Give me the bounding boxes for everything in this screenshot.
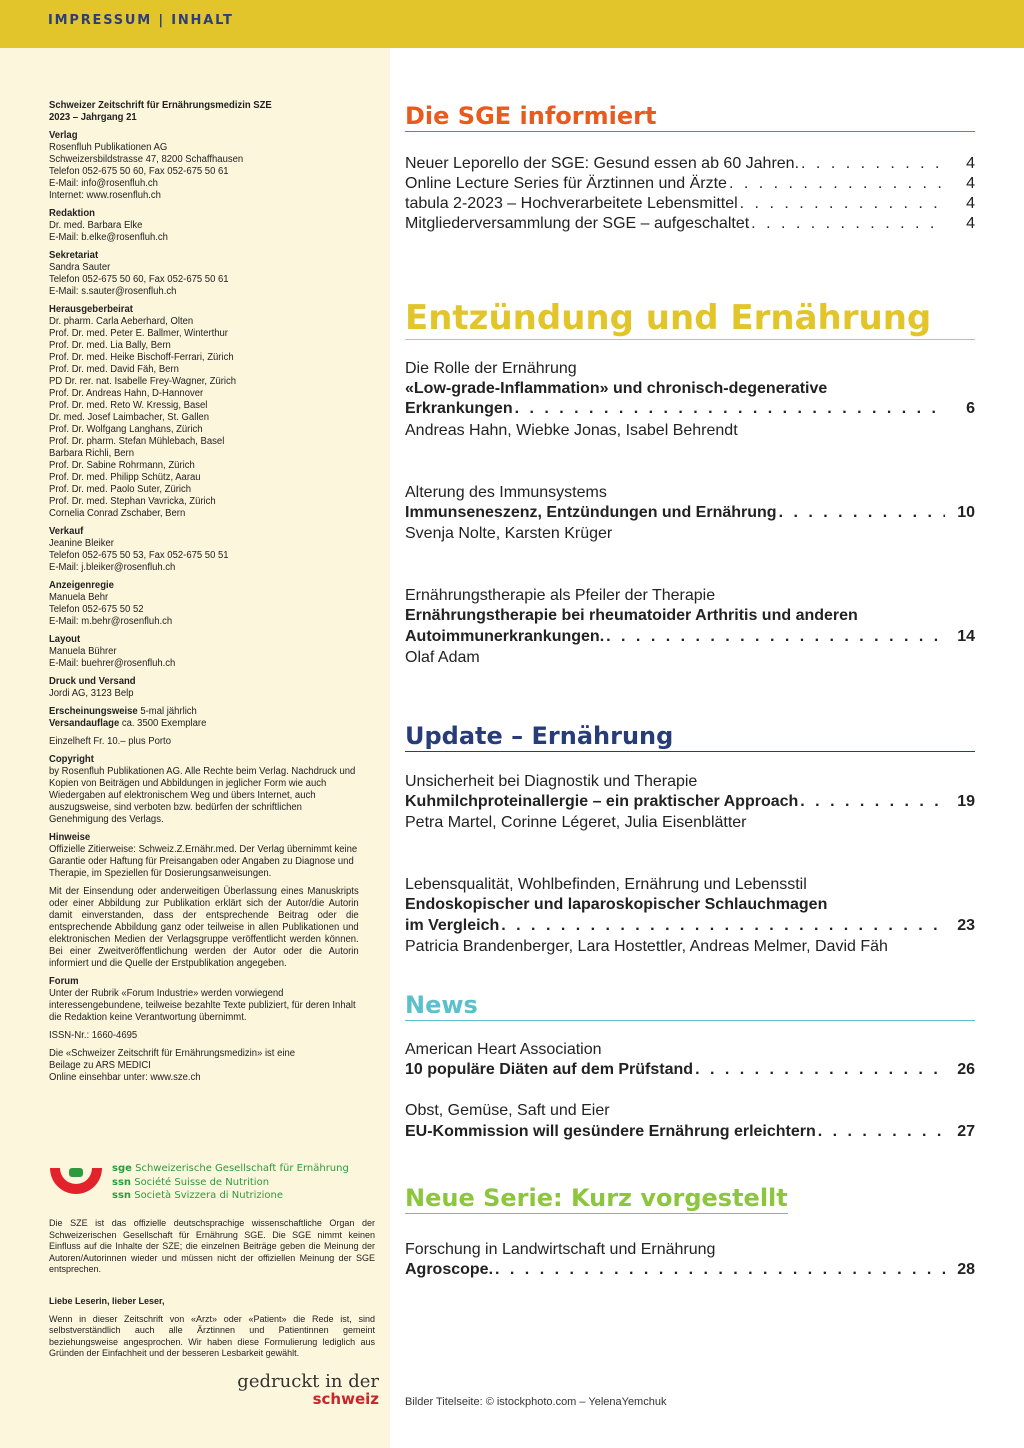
erscheinung bbox=[49, 706, 359, 730]
article-title-line[interactable] bbox=[405, 399, 975, 419]
masthead bbox=[49, 100, 359, 124]
article-title-line[interactable] bbox=[405, 1122, 975, 1142]
article-authors: Svenja Nolte, Karsten Krüger bbox=[405, 525, 613, 542]
impressum-line: Prof. Dr. med. Reto W. Kressig, Basel bbox=[49, 400, 208, 411]
impressum-section bbox=[49, 304, 359, 520]
section-title-entzuendung: Entzündung und Ernährung bbox=[405, 297, 975, 340]
impressum-section bbox=[49, 526, 359, 574]
impressum-line: E-Mail: b.elke@rosenfluh.ch bbox=[49, 232, 168, 243]
beilage-line: Online einsehbar unter: www.sze.ch bbox=[49, 1072, 201, 1083]
article-title-line[interactable] bbox=[405, 1060, 975, 1080]
article-kicker: Forschung in Landwirtschaft und Ernährung bbox=[405, 1241, 716, 1258]
impressum-line: Internet: www.rosenfluh.ch bbox=[49, 190, 161, 201]
sze-note: Die SZE ist das offizielle deutschsprachige wissenschaftliche Organ der Schweizerischen Gesellschaft für Ernährung SGE. Die SGE nimmt keinen Einfluss auf die Inhalte der SZE; die einzelnen Beiträge geben die Meinung der Autoren/Autorinnen wieder und müssen nicht der offiziellen Meinung der SGE entsprechen. bbox=[49, 1218, 375, 1274]
impressum-line: Jeanine Bleiker bbox=[49, 538, 114, 549]
article-kicker: Obst, Gemüse, Saft und Eier bbox=[405, 1102, 610, 1119]
impressum-line: Prof. Dr. med. Peter E. Ballmer, Winterthur bbox=[49, 328, 228, 339]
toc-item[interactable] bbox=[405, 154, 975, 174]
copyright-heading: Copyright bbox=[49, 754, 94, 765]
leader-dots bbox=[751, 214, 945, 234]
toc-item-text: Mitgliederversammlung der SGE – aufgeschaltet bbox=[405, 215, 750, 232]
impressum-line: Prof. Dr. med. Heike Bischoff-Ferrari, Zürich bbox=[49, 352, 234, 363]
leader-dots bbox=[495, 1260, 945, 1280]
article-kicker: Ernährungstherapie als Pfeiler der Therapie bbox=[405, 587, 716, 604]
section-title-news: News bbox=[405, 990, 975, 1021]
impressum-section bbox=[49, 580, 359, 628]
impressum-line: E-Mail: buehrer@rosenfluh.ch bbox=[49, 658, 176, 669]
toc-item-text: Neuer Leporello der SGE: Gesund essen ab 60 Jahren. bbox=[405, 155, 800, 172]
impressum-line: Prof. Dr. med. Lia Bally, Bern bbox=[49, 340, 171, 351]
toc-item-page: 4 bbox=[966, 215, 975, 232]
printed-line2: schweiz bbox=[312, 1390, 379, 1408]
article-title-text: Autoimmunerkrankungen. bbox=[405, 628, 605, 645]
article-title[interactable]: Ernährungstherapie bei rheumatoider Arthritis und anderen bbox=[405, 607, 858, 624]
impressum-line: Dr. pharm. Carla Aeberhard, Olten bbox=[49, 316, 194, 327]
leader-dots bbox=[801, 154, 945, 174]
impressum-line: PD Dr. rer. nat. Isabelle Frey-Wagner, Zürich bbox=[49, 376, 237, 387]
reader-note-heading: Liebe Leserin, lieber Leser, bbox=[49, 1296, 165, 1306]
impressum-section-heading: Herausgeberbeirat bbox=[49, 304, 133, 315]
leader-dots bbox=[695, 1060, 945, 1080]
article-title[interactable]: Endoskopischer und laparoskopischer Schlauchmagen bbox=[405, 896, 828, 913]
toc-item[interactable] bbox=[405, 194, 975, 214]
article-title-text: Kuhmilchproteinallergie – ein praktischer Approach bbox=[405, 793, 799, 810]
article-kicker: Lebensqualität, Wohlbefinden, Ernährung und Lebensstil bbox=[405, 876, 807, 893]
article-authors: Patricia Brandenberger, Lara Hostettler, Andreas Melmer, David Fäh bbox=[405, 938, 888, 955]
cover-image-credit: Bilder Titelseite: © istockphoto.com – YelenaYemchuk bbox=[405, 1396, 667, 1408]
impressum-line: Cornelia Conrad Zschaber, Bern bbox=[49, 508, 186, 519]
logo-abbr: ssn bbox=[112, 1190, 132, 1201]
impressum-section-heading: Anzeigenregie bbox=[49, 580, 114, 591]
article-kicker: American Heart Association bbox=[405, 1041, 602, 1058]
impressum-sections bbox=[49, 130, 359, 700]
printed-line1: gedruckt in der bbox=[237, 1371, 379, 1392]
impressum-section-heading: Redaktion bbox=[49, 208, 95, 219]
impressum-line: Prof. Dr. med. David Fäh, Bern bbox=[49, 364, 179, 375]
logo-name: Schweizerische Gesellschaft für Ernährung bbox=[135, 1163, 349, 1174]
article-title[interactable]: «Low-grade-Inflammation» und chronisch-degenerative bbox=[405, 380, 828, 397]
article-page: 23 bbox=[957, 917, 975, 934]
sge-logo-text bbox=[112, 1162, 349, 1203]
toc-item[interactable] bbox=[405, 174, 975, 194]
header-label: IMPRESSUM | INHALT bbox=[48, 13, 234, 28]
toc-item-text: tabula 2-2023 – Hochverarbeitete Lebensmittel bbox=[405, 195, 738, 212]
sge-logo-arc-icon bbox=[48, 1162, 104, 1218]
copyright-text: by Rosenfluh Publikationen AG. Alle Rechte beim Verlag. Nachdruck und Kopien von Beiträgen und Abbildungen in jeglicher Form wie auch Wiedergaben auf elektronischem Weg und übers Internet, auch auszugsweise, sind verboten bzw. bedürfen der schriftlichen Genehmigung des Verlags. bbox=[49, 766, 356, 825]
impressum-line: Prof. Dr. med. Philipp Schütz, Aarau bbox=[49, 472, 201, 483]
article-title-text: 10 populäre Diäten auf dem Prüfstand bbox=[405, 1061, 694, 1078]
masthead-title: Schweizer Zeitschrift für Ernährungsmedizin SZE bbox=[49, 100, 272, 111]
leader-dots bbox=[729, 174, 945, 194]
impressum-line: E-Mail: s.sauter@rosenfluh.ch bbox=[49, 286, 177, 297]
article-authors: Andreas Hahn, Wiebke Jonas, Isabel Behrendt bbox=[405, 422, 738, 439]
logo-abbr: sge bbox=[112, 1163, 132, 1174]
impressum-line: Telefon 052-675 50 60, Fax 052-675 50 61 bbox=[49, 166, 229, 177]
impressum-section-heading: Layout bbox=[49, 634, 81, 645]
forum-heading: Forum bbox=[49, 976, 79, 987]
impressum-line: Dr. med. Barbara Elke bbox=[49, 220, 143, 231]
toc-item-page: 4 bbox=[966, 195, 975, 212]
impressum-line: E-Mail: m.behr@rosenfluh.ch bbox=[49, 616, 173, 627]
leader-dots bbox=[740, 194, 945, 214]
einsendung-text: Mit der Einsendung oder anderweitigen Überlassung eines Manuskripts oder einer Abbildung zur Publikation erklärt sich der Autor/die Autorin damit einverstanden, dass der entsprechende Beitrag oder die entsprechende Abbildung ganz oder teilweise in allen Publikationen und elektronischen Medien der Verlagsgruppe veröffentlicht werden können. Bei einer Zweitveröffentlichung werden der Autor oder die Autorin informiert und die Quelle der Erstpublikation angegeben. bbox=[49, 886, 359, 969]
impressum-line: Telefon 052-675 50 53, Fax 052-675 50 51 bbox=[49, 550, 229, 561]
leader-dots bbox=[501, 916, 945, 936]
article-page: 28 bbox=[957, 1261, 975, 1278]
auflage-value: ca. 3500 Exemplare bbox=[119, 718, 207, 729]
section-title-serie: Neue Serie: Kurz vorgestellt bbox=[405, 1184, 788, 1212]
printed-in-switzerland-logo bbox=[234, 1372, 379, 1406]
impressum-line: Prof. Dr. pharm. Stefan Mühlebach, Basel bbox=[49, 436, 225, 447]
article-title-text: im Vergleich bbox=[405, 917, 500, 934]
article-kicker: Alterung des Immunsystems bbox=[405, 484, 607, 501]
beilage bbox=[49, 1048, 359, 1084]
logo-name: Société Suisse de Nutrition bbox=[134, 1176, 270, 1188]
section-title-sge: Die SGE informiert bbox=[405, 101, 975, 132]
forum-text: Unter der Rubrik «Forum Industrie» werden vorwiegend interessengebundene, teilweise bezahlte Texte publiziert, für deren Inhalt die Redaktion keine Verantwortung übernimmt. bbox=[49, 988, 356, 1023]
leader-dots bbox=[515, 399, 945, 419]
impressum-line: Prof. Dr. med. Paolo Suter, Zürich bbox=[49, 484, 192, 495]
article-title-text: EU-Kommission will gesündere Ernährung erleichtern bbox=[405, 1123, 816, 1140]
impressum-line: Barbara Richli, Bern bbox=[49, 448, 135, 459]
impressum-section bbox=[49, 676, 359, 700]
impressum-line: Manuela Bührer bbox=[49, 646, 117, 657]
impressum-section-heading: Sekretariat bbox=[49, 250, 99, 261]
section-title-update: Update – Ernährung bbox=[405, 721, 975, 752]
article-page: 6 bbox=[966, 400, 975, 417]
article-title-text: Erkrankungen bbox=[405, 400, 513, 417]
impressum-section-heading: Verlag bbox=[49, 130, 78, 141]
auflage-key: Versandauflage bbox=[49, 718, 120, 729]
hinweise-heading: Hinweise bbox=[49, 832, 91, 843]
article-kicker: Unsicherheit bei Diagnostik und Therapie bbox=[405, 773, 698, 790]
impressum-section bbox=[49, 130, 359, 202]
impressum-section bbox=[49, 208, 359, 244]
impressum-line: Prof. Dr. Sabine Rohrmann, Zürich bbox=[49, 460, 195, 471]
beilage-line: Beilage zu ARS MEDICI bbox=[49, 1060, 151, 1071]
einzelheft: Einzelheft Fr. 10.– plus Porto bbox=[49, 736, 171, 747]
article-title-line[interactable] bbox=[405, 1260, 975, 1280]
article-page: 19 bbox=[957, 793, 975, 810]
article-title-text: Immunseneszenz, Entzündungen und Ernährung bbox=[405, 504, 777, 521]
sge-logo bbox=[48, 1162, 378, 1206]
impressum-line: Dr. med. Josef Laimbacher, St. Gallen bbox=[49, 412, 210, 423]
impressum-line: Telefon 052-675 50 52 bbox=[49, 604, 144, 615]
erscheinung-value: 5-mal jährlich bbox=[137, 706, 197, 717]
toc-item[interactable] bbox=[405, 214, 975, 234]
impressum-line: Telefon 052-675 50 60, Fax 052-675 50 61 bbox=[49, 274, 229, 285]
forum bbox=[49, 976, 359, 1024]
article-title-line[interactable] bbox=[405, 627, 975, 647]
header-bar bbox=[0, 0, 1024, 48]
impressum-line: Schweizersbildstrasse 47, 8200 Schaffhausen bbox=[49, 154, 244, 165]
impressum-line: Jordi AG, 3123 Belp bbox=[49, 688, 134, 699]
logo-abbr: ssn bbox=[112, 1176, 132, 1188]
leader-dots bbox=[800, 792, 945, 812]
toc-item-text: Online Lecture Series für Ärztinnen und Ärzte bbox=[405, 175, 727, 192]
article-title-line[interactable] bbox=[405, 503, 975, 523]
toc-item-page: 4 bbox=[966, 155, 975, 172]
reader-note-text: Wenn in dieser Zeitschrift von «Arzt» oder «Patient» die Rede ist, sind selbstverständlich auch alle Ärztinnen und Patientinnen gemeint beziehungsweise angesprochen. Wir haben diese Formulierung lediglich aus Gründen der Einfachheit und der besseren Lesbarkeit gewählt. bbox=[49, 1313, 375, 1358]
beilage-line: Die «Schweizer Zeitschrift für Ernährungsmedizin» ist eine bbox=[49, 1048, 296, 1059]
impressum-section bbox=[49, 250, 359, 298]
leader-dots bbox=[779, 503, 945, 523]
logo-name: Società Svizzera di Nutrizione bbox=[134, 1190, 284, 1201]
article-authors: Petra Martel, Corinne Légeret, Julia Eisenblätter bbox=[405, 814, 747, 831]
hinweise bbox=[49, 832, 359, 880]
impressum-line: Prof. Dr. Andreas Hahn, D-Hannover bbox=[49, 388, 204, 399]
impressum-section bbox=[49, 634, 359, 670]
article-page: 10 bbox=[957, 504, 975, 521]
article-authors: Olaf Adam bbox=[405, 649, 480, 666]
impressum-line: Manuela Behr bbox=[49, 592, 109, 603]
article-title-line[interactable] bbox=[405, 916, 975, 936]
impressum-line: E-Mail: info@rosenfluh.ch bbox=[49, 178, 158, 189]
impressum-text bbox=[49, 100, 359, 1090]
impressum-section-heading: Verkauf bbox=[49, 526, 84, 537]
impressum-line: Prof. Dr. Wolfgang Langhans, Zürich bbox=[49, 424, 203, 435]
article-page: 26 bbox=[957, 1061, 975, 1078]
impressum-section-heading: Druck und Versand bbox=[49, 676, 136, 687]
impressum-line: Sandra Sauter bbox=[49, 262, 111, 273]
impressum-line: Rosenfluh Publikationen AG bbox=[49, 142, 168, 153]
impressum-line: Prof. Dr. med. Stephan Vavricka, Zürich bbox=[49, 496, 216, 507]
impressum-line: E-Mail: j.bleiker@rosenfluh.ch bbox=[49, 562, 176, 573]
leader-dots bbox=[818, 1122, 945, 1142]
article-page: 27 bbox=[957, 1123, 975, 1140]
hinweise-text: Offizielle Zitierweise: Schweiz.Z.Ernähr.med. Der Verlag übernimmt keine Garantie oder Haftung für Preisangaben oder Angaben zu Diagnose und Therapie, im Speziellen für Dosierungsanweisungen. bbox=[49, 844, 358, 879]
reader-note bbox=[49, 1296, 375, 1360]
masthead-volume: 2023 – Jahrgang 21 bbox=[49, 112, 137, 123]
erscheinung-key: Erscheinungsweise bbox=[49, 706, 138, 717]
article-page: 14 bbox=[957, 628, 975, 645]
toc-item-page: 4 bbox=[966, 175, 975, 192]
copyright bbox=[49, 754, 359, 826]
article-title-line[interactable] bbox=[405, 792, 975, 812]
article-title-text: Agroscope. bbox=[405, 1261, 494, 1278]
issn: ISSN-Nr.: 1660-4695 bbox=[49, 1030, 138, 1041]
article-kicker: Die Rolle der Ernährung bbox=[405, 360, 577, 377]
leader-dots bbox=[606, 627, 945, 647]
